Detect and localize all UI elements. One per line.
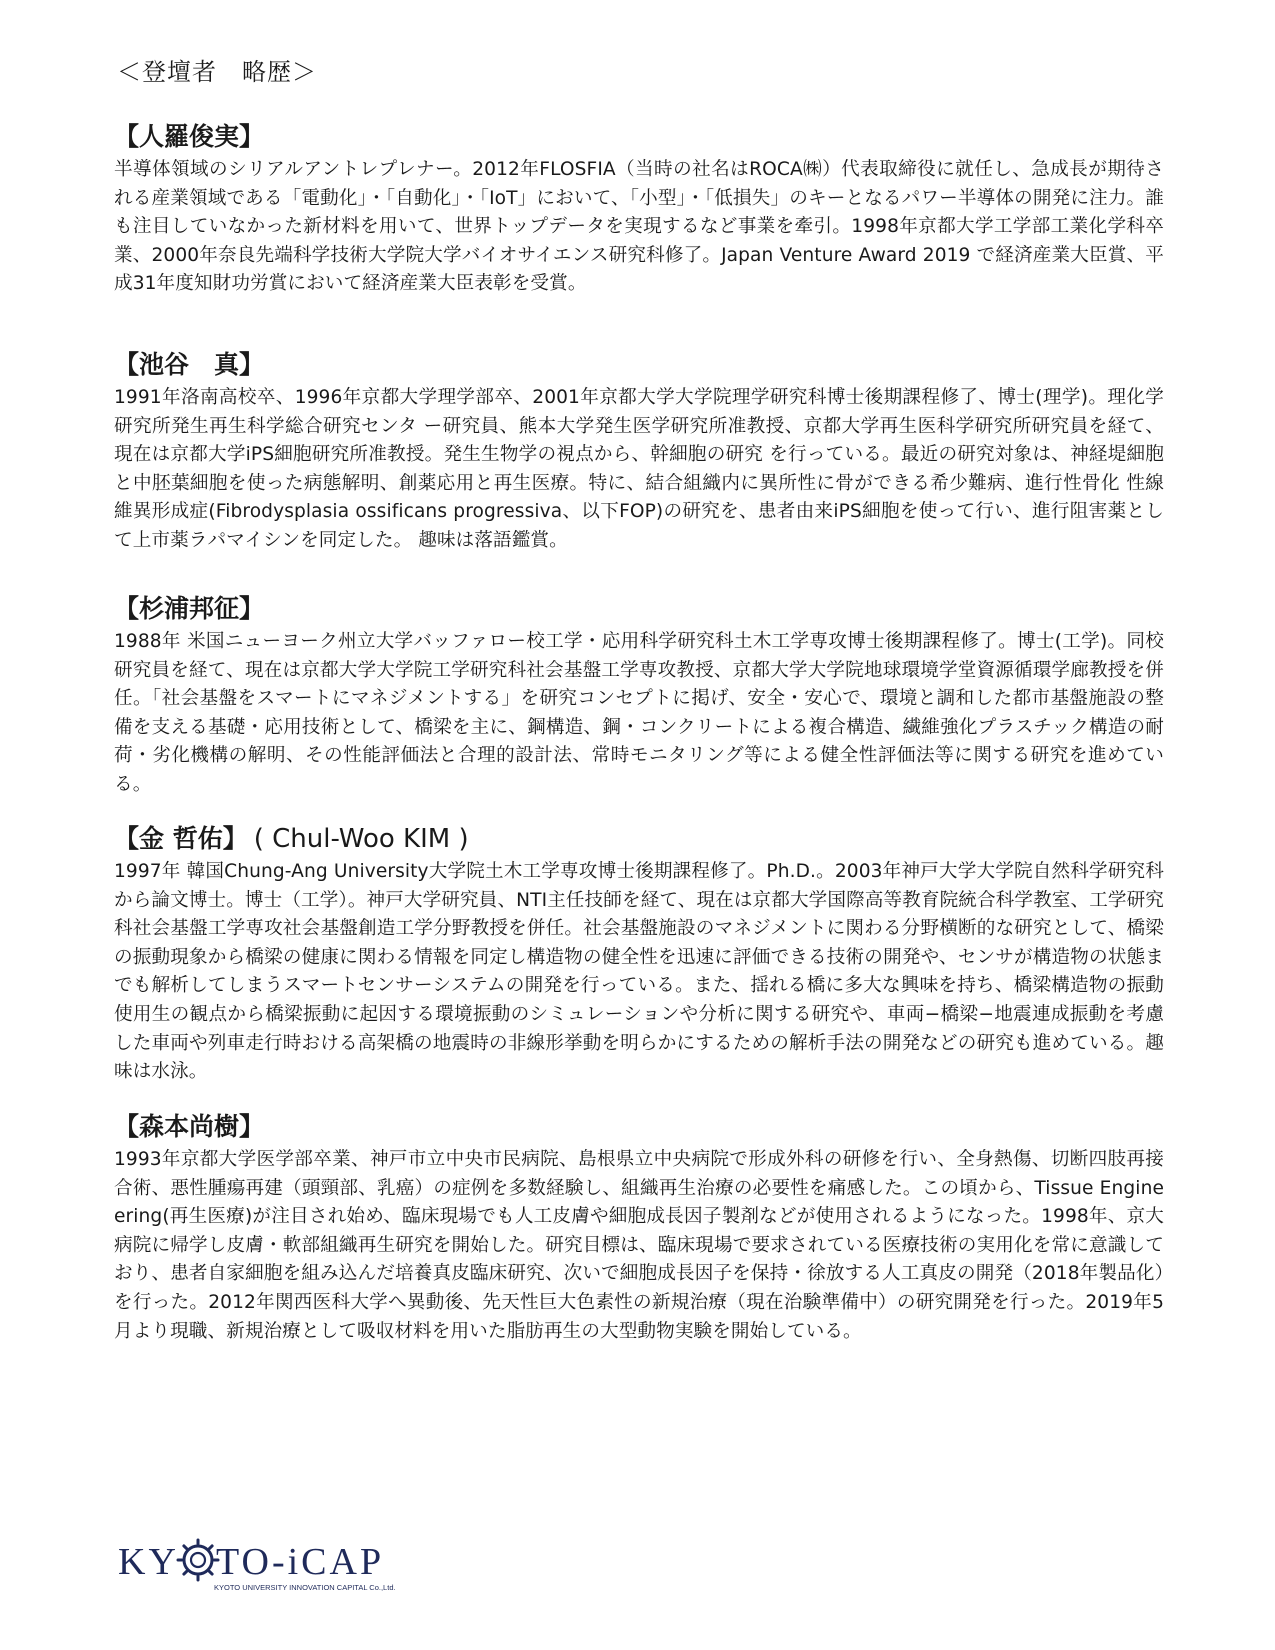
profile-ikeya	[114, 346, 1164, 556]
logo-text-right: TO-iCAP	[216, 1541, 385, 1583]
profile-name-text: 【金 哲佑】	[114, 824, 248, 853]
profile-name	[114, 820, 1164, 858]
gear-icon	[178, 1540, 218, 1580]
profile-morimoto	[114, 1108, 1164, 1346]
profile-bio: 1988年 米国ニューヨーク州立大学バッファロー校工学・応用科学研究科土木工学専攻博士後期課程修了。博士(工学)。同校研究員を経て、現在は京都大学大学院工学研究科社会基盤工学専攻教授、京都大学大学院地球環境学堂資源循環学廊教授を併任。「社会基盤をスマートにマネジメントする」を研究コンセプトに掲げ、安全・安心で、環境と調和した都市基盤施設の整備を支える基礎・応用技術として、橋梁を主に、鋼構造、鋼・コンクリートによる複合構造、繊維強化プラスチック構造の耐荷・劣化機構の解明、その性能評価法と合理的設計法、常時モニタリング等による健全性評価法等に関する研究を進めている。	[114, 631, 1164, 795]
profile-hitora	[114, 118, 1164, 299]
profile-romaji: ( Chul-Woo KIM )	[253, 824, 469, 854]
logo-subtext: KYOTO UNIVERSITY INNOVATION CAPITAL Co.,Ltd.	[214, 1583, 396, 1592]
profile-name	[114, 118, 1164, 156]
logo-text-left: KY	[118, 1541, 179, 1583]
profile-sugiura	[114, 590, 1164, 800]
kyoto-icap-logo	[118, 1536, 438, 1596]
profile-name-text: 【森本尚樹】	[114, 1112, 265, 1141]
profile-name	[114, 346, 1164, 384]
profile-name	[114, 590, 1164, 628]
profile-kim	[114, 820, 1164, 1087]
profile-bio: 1993年京都大学医学部卒業、神戸市立中央市民病院、島根県立中央病院で形成外科の研修を行い、全身熱傷、切断四肢再接合術、悪性腫瘍再建（頭頸部、乳癌）の症例を多数経験し、組織再生治療の必要性を痛感した。この頃から、Tissue Engineering(再生医療)が注目され始め、臨床現場でも人工皮膚や細胞成長因子製剤などが使用されるようになった。1998年、京大病院に帰学し皮膚・軟部組織再生研究を開始した。研究目標は、臨床現場で要求されている医療技術の実用化を常に意識しており、患者自家細胞を組み込んだ培養真皮臨床研究、次いで細胞成長因子を保持・徐放する人工真皮の開発（2018年製品化）を行った。2012年関西医科大学へ異動後、先天性巨大色素性の新規治療（現在治験準備中）の研究開発を行った。2019年5月より現職、新規治療として吸収材料を用いた脂肪再生の大型動物実験を開始している。	[114, 1149, 1164, 1342]
profile-name	[114, 1108, 1164, 1146]
profile-name-text: 【人羅俊実】	[114, 122, 265, 151]
profile-bio: 1991年洛南高校卒、1996年京都大学理学部卒、2001年京都大学大学院理学研究科博士後期課程修了、博士(理学)。理化学研究所発生再生科学総合研究センタ ー研究員、熊本大学発生医学研究所准教授、京都大学再生医科学研究所研究員を経て、現在は京都大学iPS細胞研究所准教授。発生生物学の視点から、幹細胞の研究 を行っている。最近の研究対象は、神経堤細胞と中胚葉細胞を使った病態解明、創薬応用と再生医療。特に、結合組織内に異所性に骨ができる希少難病、進行性骨化 性線維異形成症(Fibrodysplasia ossificans progressiva、以下FOP)の研究を、患者由来iPS細胞を使って行い、進行阻害薬として上市薬ラパマイシンを同定した。 趣味は落語鑑賞。	[114, 387, 1164, 551]
profile-name-text: 【池谷 真】	[114, 350, 265, 379]
profile-bio: 1997年 韓国Chung-Ang University大学院土木工学専攻博士後期課程修了。Ph.D.。2003年神戸大学大学院自然科学研究科から論文博士。博士（工学）。神戸大学研究員、NTI主任技師を経て、現在は京都大学国際高等教育院統合科学教室、工学研究科社会基盤工学専攻社会基盤創造工学分野教授を併任。社会基盤施設のマネジメントに関わる分野横断的な研究として、橋梁の振動現象から橋梁の健康に関わる情報を同定し構造物の健全性を迅速に評価できる技術の開発や、センサが構造物の状態までも解析してしまうスマートセンサーシステムの開発を行っている。また、揺れる橋に多大な興味を持ち、橋梁構造物の振動使用生の観点から橋梁振動に起因する環境振動のシミュレーションや分析に関する研究や、車両−橋梁−地震連成振動を考慮した車両や列車走行時おける高架橋の地震時の非線形挙動を明らかにするための解析手法の開発などの研究も進めている。趣味は水泳。	[114, 861, 1164, 1083]
page-heading: ＜登壇者 略歴＞	[117, 58, 317, 86]
profile-bio: 半導体領域のシリアルアントレプレナー。2012年FLOSFIA（当時の社名はROCA㈱）代表取締役に就任し、急成長が期待される産業領域である「電動化」・「自動化」・「IoT」において、「小型」・「低損失」のキーとなるパワー半導体の開発に注力。誰も注目していなかった新材料を用いて、世界トップデータを実現するなど事業を牽引。1998年京都大学工学部工業化学科卒業、2000年奈良先端科学技術大学院大学バイオサイエンス研究科修了。Japan Venture Award 2019 で経済産業大臣賞、平成31年度知財功労賞において経済産業大臣表彰を受賞。	[114, 159, 1164, 295]
profile-name-text: 【杉浦邦征】	[114, 594, 265, 623]
